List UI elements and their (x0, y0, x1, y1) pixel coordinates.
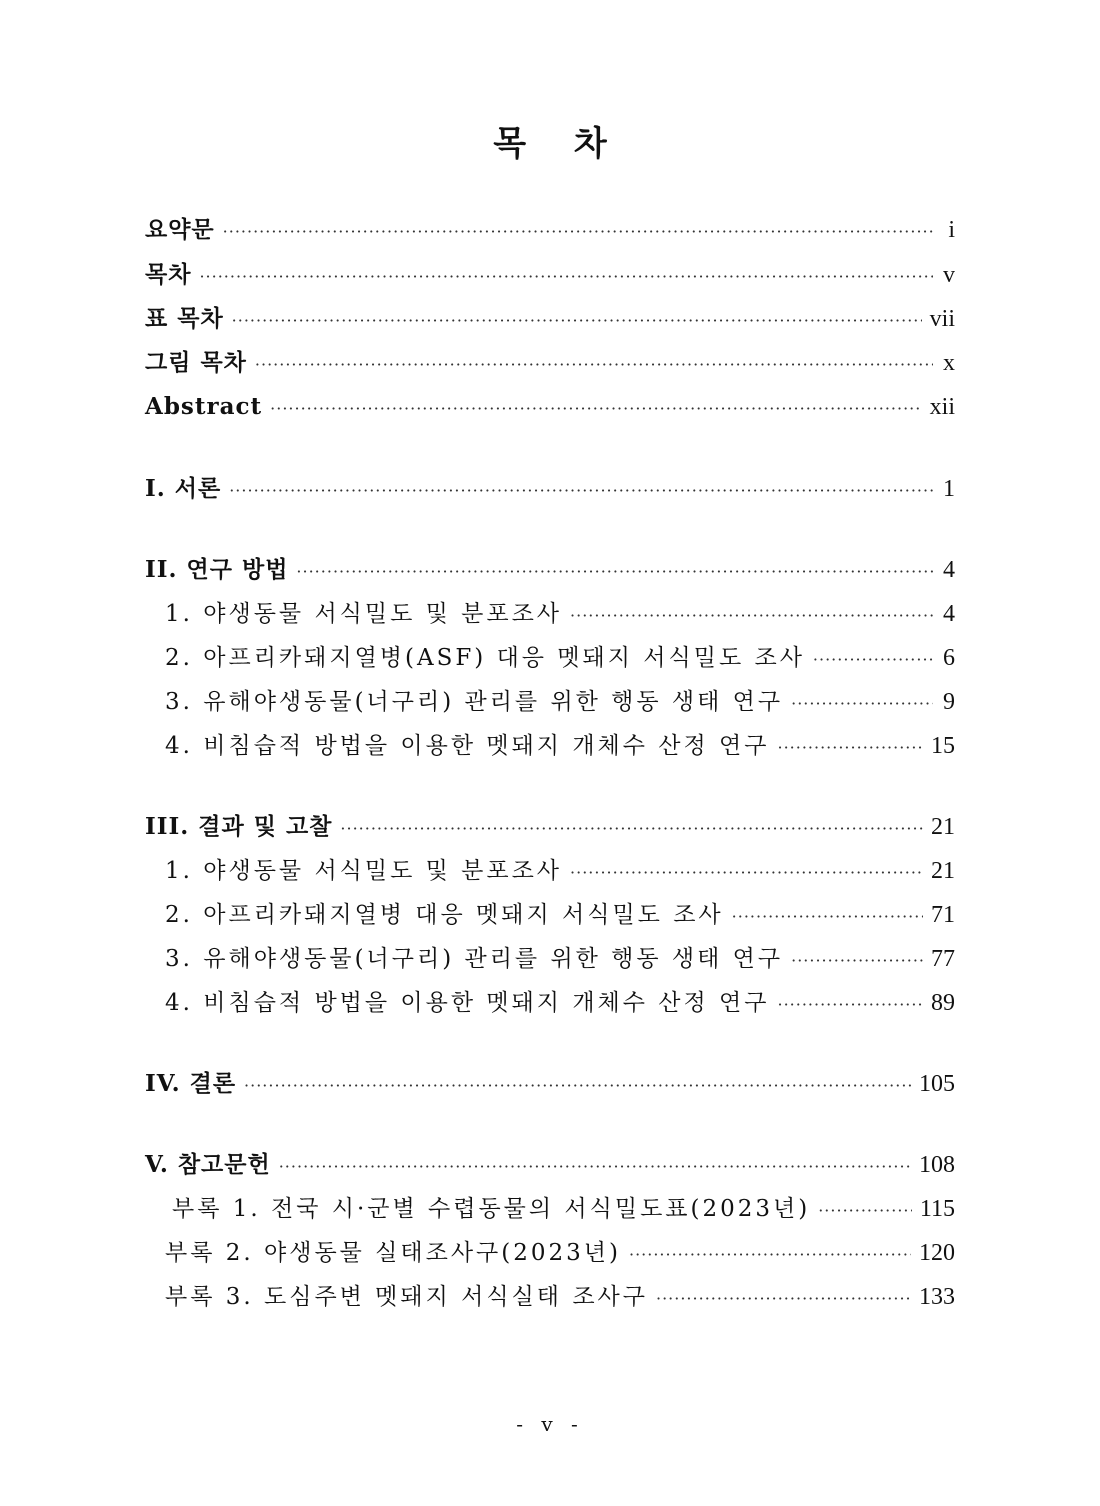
toc-page-number: 71 (931, 902, 955, 928)
toc-page-number: 105 (919, 1071, 955, 1097)
dot-leader (296, 555, 933, 589)
toc-page-number: v (943, 262, 955, 288)
toc-entry-label: 4. 비침습적 방법을 이용한 멧돼지 개체수 산정 연구 (165, 990, 770, 1016)
toc-page-number: 4 (943, 601, 955, 627)
toc-page-number: vii (929, 306, 955, 332)
toc-entry-label: Abstract (145, 393, 263, 420)
dot-leader (732, 900, 923, 934)
dot-leader (223, 215, 933, 249)
toc-page-number: 77 (931, 946, 955, 972)
toc-entry-summary[interactable] (145, 213, 955, 247)
dot-leader (232, 304, 922, 338)
toc-entry-label: 부록 2. 야생동물 실태조사구(2023년) (165, 1240, 621, 1266)
toc-entry-label: III. 결과 및 고찰 (145, 813, 333, 840)
page-number-footer: - v - (516, 1412, 584, 1436)
dot-leader (199, 260, 933, 294)
toc-entry-table-list[interactable] (145, 302, 955, 336)
dot-leader (656, 1282, 911, 1316)
toc-page-number: 1 (943, 476, 955, 502)
toc-appendix-2[interactable] (165, 1236, 955, 1270)
toc-page-number: 108 (919, 1152, 955, 1178)
toc-section-2-4[interactable] (165, 729, 955, 763)
toc-entry-label: II. 연구 방법 (145, 556, 289, 583)
toc-page-number: 21 (931, 814, 955, 840)
toc-section-3-4[interactable] (165, 986, 955, 1020)
toc-section-2-3[interactable] (165, 685, 955, 719)
dot-leader (570, 856, 923, 890)
toc-page-number: 21 (931, 858, 955, 884)
toc-entry-label: 요약문 (145, 216, 215, 243)
toc-page-number: 4 (943, 557, 955, 583)
toc-section-2-1[interactable] (165, 597, 955, 631)
toc-entry-label: 그림 목차 (145, 349, 247, 376)
dot-leader (244, 1069, 911, 1103)
dot-leader (229, 474, 933, 508)
toc-appendix-3[interactable] (165, 1280, 955, 1314)
toc-section-3-3[interactable] (165, 942, 955, 976)
toc-page-number: xii (929, 394, 955, 420)
dot-leader (270, 392, 922, 426)
dot-leader (255, 348, 933, 382)
toc-chapter-1[interactable] (145, 472, 955, 506)
toc-entry-label: 목차 (145, 261, 192, 288)
dot-leader (570, 599, 933, 633)
toc-entry-label: IV. 결론 (145, 1070, 237, 1097)
toc-section-3-2[interactable] (165, 898, 955, 932)
toc-chapter-4[interactable] (145, 1067, 955, 1101)
toc-page-number: 133 (919, 1284, 955, 1310)
dot-leader (279, 1150, 911, 1184)
toc-entry-abstract[interactable] (145, 390, 955, 424)
toc-page-number: 15 (931, 733, 955, 759)
dot-leader (813, 643, 933, 677)
toc-chapter-5[interactable] (145, 1148, 955, 1182)
toc-entry-label: I. 서론 (145, 475, 222, 502)
dot-leader (629, 1238, 911, 1272)
toc-section-2-2[interactable] (165, 641, 955, 675)
toc-page-number: 120 (919, 1240, 955, 1266)
page-title: 목 차 (493, 124, 625, 164)
toc-entry-label: 1. 야생동물 서식밀도 및 분포조사 (165, 858, 563, 884)
toc-entry-label: 표 목차 (145, 305, 224, 332)
toc-page-number: 115 (919, 1196, 955, 1222)
toc-entry-label: 3. 유해야생동물(너구리) 관리를 위한 행동 생태 연구 (165, 689, 784, 715)
toc-entry-figure-list[interactable] (145, 346, 955, 380)
dot-leader (777, 988, 923, 1022)
toc-entry-label: V. 참고문헌 (145, 1151, 271, 1178)
dot-leader (818, 1194, 912, 1228)
toc-chapter-2[interactable] (145, 553, 955, 587)
toc-entry-contents[interactable] (145, 258, 955, 292)
toc-entry-label: 1. 야생동물 서식밀도 및 분포조사 (165, 601, 563, 627)
toc-entry-label: 부록 1. 전국 시·군별 수렵동물의 서식밀도표(2023년) (172, 1196, 811, 1222)
toc-page-number: i (948, 217, 955, 243)
toc-entry-label: 부록 3. 도심주변 멧돼지 서식실태 조사구 (165, 1284, 648, 1310)
toc-page-number: 6 (943, 645, 955, 671)
toc-chapter-3[interactable] (145, 810, 955, 844)
toc-appendix-1[interactable] (172, 1192, 955, 1226)
dot-leader (777, 731, 923, 765)
dot-leader (791, 944, 923, 978)
toc-page-number: x (943, 350, 955, 376)
toc-section-3-1[interactable] (165, 854, 955, 888)
toc-page-number: 89 (931, 990, 955, 1016)
toc-entry-label: 4. 비침습적 방법을 이용한 멧돼지 개체수 산정 연구 (165, 733, 770, 759)
dot-leader (340, 812, 923, 846)
dot-leader (791, 687, 933, 721)
toc-entry-label: 2. 아프리카돼지열병(ASF) 대응 멧돼지 서식밀도 조사 (165, 645, 805, 671)
toc-page-number: 9 (943, 689, 955, 715)
toc-entry-label: 3. 유해야생동물(너구리) 관리를 위한 행동 생태 연구 (165, 946, 784, 972)
toc-entry-label: 2. 아프리카돼지열병 대응 멧돼지 서식밀도 조사 (165, 902, 724, 928)
